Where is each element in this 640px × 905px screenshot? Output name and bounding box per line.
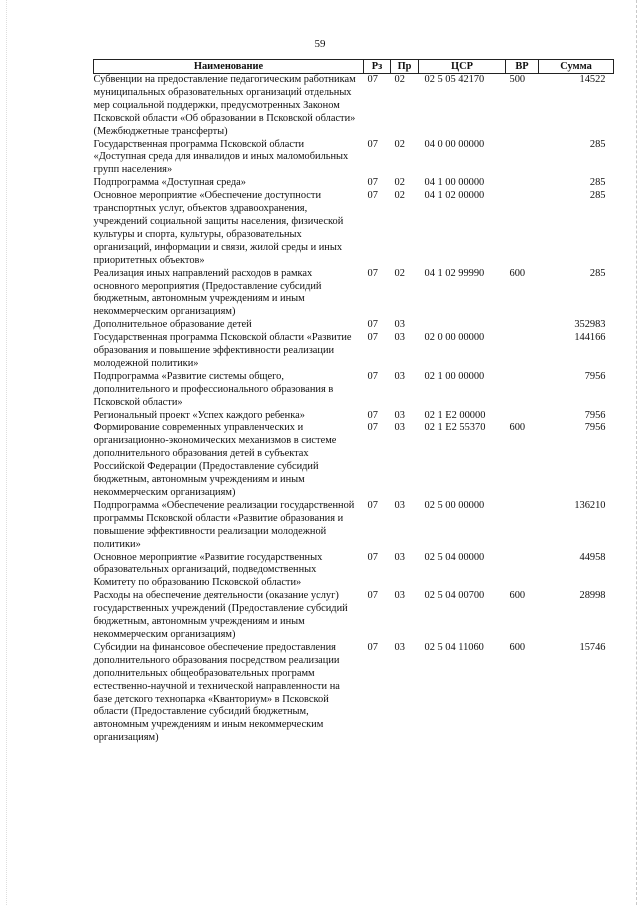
table-row [94,177,614,190]
header-name: Наименование [94,60,364,74]
table-row [94,190,614,267]
cell-pr: 03 [394,590,405,602]
cell-sum: 15746 [579,641,606,653]
header-pr: Пр [391,60,419,74]
cell-csr: 04 1 00 00000 [424,177,485,189]
cell-rz: 07 [367,190,378,202]
cell-csr: 02 1 E2 55370 [424,422,486,434]
cell-sum: 285 [589,190,606,202]
cell-pr: 03 [394,319,405,331]
cell-name: Реализация иных направлений расходов в рамках основного мероприятия (Предоставление субсидий бюджетным, автономным учреждениям и иным некоммерческим организациям) [93,267,322,318]
header-rz: Рз [364,60,391,74]
cell-csr: 02 5 04 11060 [424,641,484,653]
cell-rz: 07 [367,422,378,434]
budget-table [93,59,614,745]
table-row [94,552,614,591]
cell-name: Государственная программа Псковской области «Развитие образования и повышение эффективности реализации молодежной политики» [93,332,352,369]
cell-sum: 28998 [579,590,606,602]
table-row [94,410,614,423]
cell-sum: 144166 [574,332,606,344]
cell-name: Государственная программа Псковской области «Доступная среда для инвалидов и иных маломобильных групп населения» [93,138,349,176]
cell-vr: 600 [509,422,526,434]
cell-name: Субсидии на финансовое обеспечение предоставления дополнительного образования посредством реализации дополнительных общеобразовательных программ естественно-научной и технической направленности на базе детского технопарка «Кванториум» в Псковской области (Предоставление субсидий бюджетным, автономным учреждениям и иным некоммерческим организациям) [93,641,340,744]
cell-pr: 03 [394,551,405,563]
cell-name: Подпрограмма «Обеспечение реализации государственной программы Псковской области «Развитие образования и повышение эффективности реализации молодежной политики» [93,499,355,550]
cell-sum: 285 [589,138,606,150]
cell-csr: 02 5 04 00000 [424,551,485,563]
cell-name: Подпрограмма «Доступная среда» [93,177,246,189]
cell-pr: 02 [394,74,405,85]
cell-vr [506,319,539,332]
cell-name: Дополнительное образование детей [93,319,252,331]
cell-rz: 07 [367,74,378,85]
cell-pr: 02 [394,177,405,189]
table-row [94,422,614,499]
table-row [94,268,614,320]
cell-name: Основное мероприятие «Обеспечение доступности транспортных услуг, объектов здравоохранения, учреждений социальной защиты населения, физической культуры и спорта, культуры, образовательных организаций, информации и связи, жилой среды и иных приоритетных объектов» [93,190,344,266]
cell-rz: 07 [367,319,378,331]
cell-rz: 07 [367,177,378,189]
cell-name: Расходы на обеспечение деятельности (оказание услуг) государственных учреждений (Предоставление субсидий бюджетным, автономным учреждениям и иным некоммерческим организациям) [93,590,348,640]
cell-csr: 02 5 05 42170 [424,74,485,85]
table-row [94,642,614,745]
header-vr: ВР [506,60,539,74]
table-row [94,500,614,552]
cell-name: Подпрограмма «Развитие системы общего, дополнительного и профессионального образования в Псковской области» [93,370,334,408]
cell-rz: 07 [367,370,378,382]
cell-sum: 44958 [579,551,606,563]
cell-name: Основное мероприятие «Развитие государственных образовательных организаций, подведомственных Комитету по образованию Псковской области» [93,551,323,589]
cell-rz: 07 [367,267,378,279]
header-csr: ЦСР [419,60,506,74]
cell-vr: 600 [509,590,526,602]
cell-csr: 04 1 02 00000 [424,190,485,202]
table-row [94,139,614,178]
cell-pr: 02 [394,267,405,279]
table-row [94,590,614,642]
scan-edge-left [6,0,7,905]
cell-rz: 07 [367,590,378,602]
cell-name: Региональный проект «Успех каждого ребенка» [93,409,305,421]
cell-name: Субвенции на предоставление педагогическим работникам муниципальных образовательных организаций отдельных мер социальной поддержки, предусмотренных Законом Псковской области «Об образовании в Псковской области» (Межбюджетные трансферты) [93,74,356,137]
cell-csr: 02 5 04 00700 [424,590,485,602]
scan-edge-right [636,0,637,905]
cell-name: Формирование современных управленческих и организационно-экономических механизмов в системе дополнительного образования детей в субъектах Российской Федерации (Предоставление субсидий бюджетным, автономным учреждениям и иным некоммерческим организациям) [93,422,337,498]
cell-sum: 136210 [574,499,606,511]
cell-sum: 7956 [584,409,606,421]
cell-rz: 07 [367,409,378,421]
table-row [94,74,614,139]
cell-csr: 04 0 00 00000 [424,138,485,150]
page-number: 59 [314,38,326,50]
cell-sum: 285 [589,267,606,279]
cell-pr: 02 [394,190,405,202]
table-body [94,74,614,746]
cell-vr [506,177,539,190]
cell-vr [506,139,539,178]
cell-vr: 500 [509,74,526,85]
cell-pr: 03 [394,409,405,421]
cell-vr [506,332,539,371]
cell-rz: 07 [367,551,378,563]
cell-sum: 285 [589,177,606,189]
cell-pr: 02 [394,138,405,150]
cell-vr [506,190,539,267]
table-row [94,332,614,371]
table-row [94,371,614,410]
cell-csr: 02 5 00 00000 [424,499,485,511]
table-header-row [94,60,614,74]
cell-pr: 03 [394,499,405,511]
cell-pr: 03 [394,422,405,434]
cell-csr: 02 1 00 00000 [424,370,485,382]
cell-vr [506,500,539,552]
cell-pr: 03 [394,332,405,344]
cell-vr [506,552,539,591]
cell-sum: 352983 [574,319,606,331]
cell-rz: 07 [367,332,378,344]
cell-sum: 7956 [584,422,606,434]
cell-sum: 7956 [584,370,606,382]
budget-table-container [93,59,613,745]
header-sum: Сумма [539,60,614,74]
cell-pr: 03 [394,370,405,382]
cell-vr [506,410,539,423]
cell-pr: 03 [394,641,405,653]
cell-rz: 07 [367,499,378,511]
cell-sum: 14522 [579,74,606,85]
cell-csr: 04 1 02 99990 [424,267,485,279]
cell-rz: 07 [367,641,378,653]
table-row [94,319,614,332]
cell-csr: 02 0 00 00000 [424,332,485,344]
cell-vr [506,371,539,410]
cell-vr: 600 [509,267,526,279]
cell-rz: 07 [367,138,378,150]
cell-vr: 600 [509,641,526,653]
cell-csr [419,319,506,332]
cell-csr: 02 1 E2 00000 [424,409,486,421]
